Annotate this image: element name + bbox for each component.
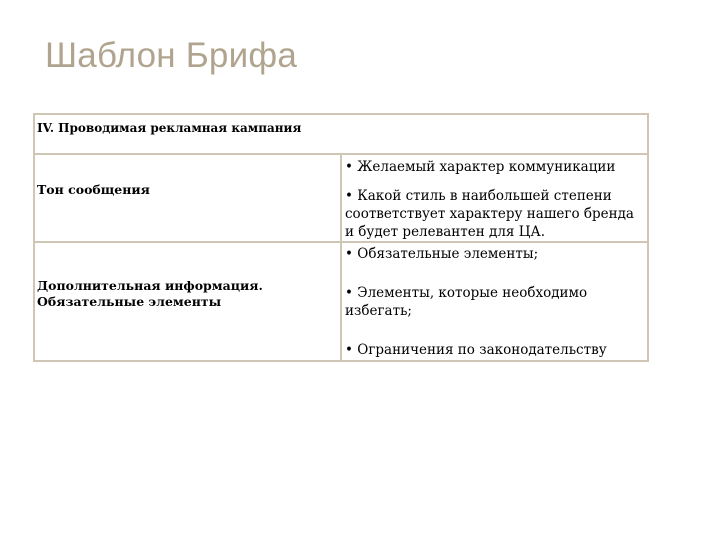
table-header-row xyxy=(34,114,648,154)
bullet-item: • Элементы, которые необходимо избегать; xyxy=(345,285,588,319)
row-label-cell xyxy=(34,242,341,361)
row-label-extra: Дополнительная информация. Обязательные элементы xyxy=(37,278,263,309)
table-header: IV. Проводимая рекламная кампания xyxy=(37,121,302,135)
table-row-tone xyxy=(34,154,648,242)
bullet-item: • Желаемый характер коммуникации xyxy=(345,159,616,175)
bullet-item: • Какой стиль в наибольшей степени соответствует характеру нашего бренда и будет релевантен для ЦА. xyxy=(345,188,634,240)
row-label-tone: Тон сообщения xyxy=(37,182,150,197)
brief-table xyxy=(33,113,649,362)
row-label-cell xyxy=(34,154,341,242)
bullet-item: • Обязательные элементы; xyxy=(345,246,539,262)
bullet-item: • Ограничения по законодательству xyxy=(345,342,607,358)
table-header-cell xyxy=(34,114,648,154)
row-content-cell xyxy=(341,154,648,242)
slide-title: Шаблон Брифа xyxy=(45,36,297,75)
row-content-cell xyxy=(341,242,648,361)
table-row-extra xyxy=(34,242,648,361)
